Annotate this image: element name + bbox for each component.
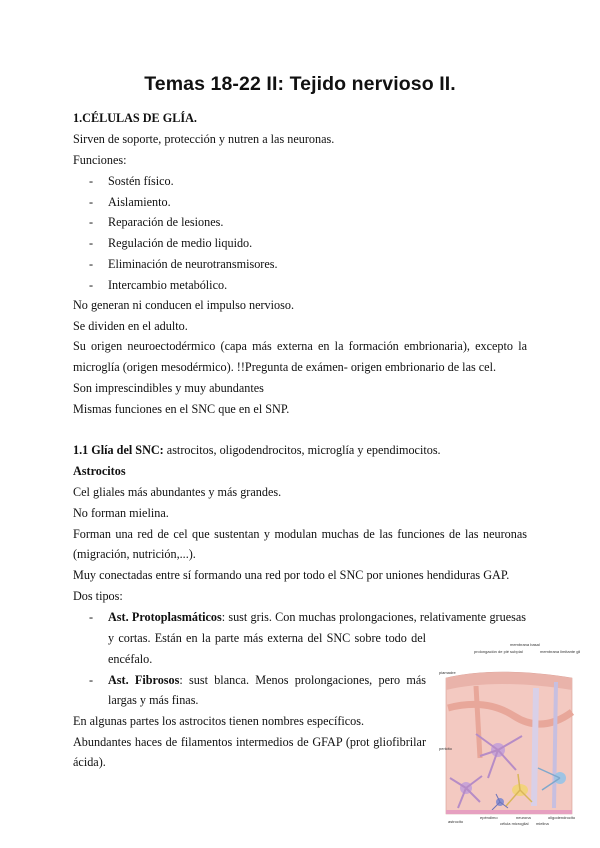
figure-label: mielina bbox=[536, 821, 549, 826]
function-item: Eliminación de neurotransmisores. bbox=[108, 257, 278, 271]
figure-label: membrana basal bbox=[510, 642, 540, 647]
function-item: Regulación de medio liquido. bbox=[108, 236, 253, 250]
bullet-dash: - bbox=[89, 673, 94, 687]
paragraph: Forman una red de cel que sustentan y modulan muchas de las funciones de las neuronas bbox=[73, 527, 527, 541]
paragraph: Dos tipos: bbox=[73, 589, 123, 603]
paragraph: No forman mielina. bbox=[73, 506, 169, 520]
type-item-cont: y cortas. Están en la parte más externa del SNC sobre todo del bbox=[108, 631, 426, 645]
paragraph: (migración, nutrición,...). bbox=[73, 547, 196, 561]
paragraph: Se dividen en el adulto. bbox=[73, 319, 188, 333]
type-item: Ast. Fibrosos: sust blanca. Menos prolongaciones, pero más bbox=[108, 673, 427, 687]
page-title: Temas 18-22 II: Tejido nervioso II. bbox=[144, 73, 456, 95]
subheading-astrocitos: Astrocitos bbox=[73, 464, 126, 478]
type-item: Ast. Protoplasmáticos: sust gris. Con muchas prolongaciones, relativamente gruesas bbox=[108, 610, 526, 624]
glia-illustration bbox=[436, 638, 580, 828]
paragraph: No generan ni conducen el impulso nervioso. bbox=[73, 298, 295, 312]
functions-label: Funciones: bbox=[73, 153, 127, 167]
paragraph: En algunas partes los astrocitos tienen nombres específicos. bbox=[73, 714, 365, 728]
function-item: Reparación de lesiones. bbox=[108, 215, 224, 229]
bullet-dash: - bbox=[89, 278, 94, 292]
axon-column bbox=[534, 688, 536, 806]
paragraph: Cel gliales más abundantes y más grandes. bbox=[73, 485, 282, 499]
function-item: Sostén físico. bbox=[108, 174, 174, 188]
subsection-heading: 1.1 Glía del SNC: astrocitos, oligodendrocitos, microglía y ependimocitos. bbox=[73, 443, 441, 457]
glia-figure-svg bbox=[436, 638, 580, 828]
figure-label: astrocito bbox=[448, 819, 464, 824]
bullet-dash: - bbox=[89, 195, 94, 209]
bullet-dash: - bbox=[89, 236, 94, 250]
paragraph: Sirven de soporte, protección y nutren a las neuronas. bbox=[73, 132, 335, 146]
function-item: Intercambio metabólico. bbox=[108, 278, 228, 292]
paragraph: microglía (origen mesodérmico). !!Pregunta de exámen- origen embrionario de las cel. bbox=[73, 360, 497, 374]
figure-label: membrana limitante glial bbox=[540, 649, 580, 654]
figure-label: prolongación de pié subpial bbox=[474, 649, 523, 654]
type-item-cont: encéfalo. bbox=[108, 652, 153, 666]
paragraph: Abundantes haces de filamentos intermedios de GFAP (prot gliofibrilar bbox=[73, 735, 426, 749]
paragraph: ácida). bbox=[73, 755, 106, 769]
paragraph: Son imprescindibles y muy abundantes bbox=[73, 381, 264, 395]
paragraph: Mismas funciones en el SNC que en el SNP. bbox=[73, 402, 290, 416]
ependyma-layer bbox=[446, 810, 572, 814]
bullet-dash: - bbox=[89, 610, 94, 624]
bullet-dash: - bbox=[89, 215, 94, 229]
figure-label: neurona bbox=[516, 815, 531, 820]
figure-label: epéndimo bbox=[480, 815, 498, 820]
figure-label: piamadre bbox=[439, 670, 456, 675]
bullet-dash: - bbox=[89, 257, 94, 271]
figure-label: célula microglial bbox=[500, 821, 529, 826]
axon-column bbox=[554, 682, 556, 808]
figure-label: pericito bbox=[439, 746, 452, 751]
figure-label: oligodendrocito bbox=[548, 815, 576, 820]
paragraph: Muy conectadas entre sí formando una red por todo el SNC por uniones hendiduras GAP. bbox=[73, 568, 510, 582]
type-item-cont: largas y más finas. bbox=[108, 693, 199, 707]
bullet-dash: - bbox=[89, 174, 94, 188]
section-heading: 1.CÉLULAS DE GLÍA. bbox=[73, 111, 197, 125]
paragraph: Su origen neuroectodérmico (capa más externa en la formación embrionaria), excepto la bbox=[73, 339, 527, 353]
function-item: Aislamiento. bbox=[108, 195, 171, 209]
